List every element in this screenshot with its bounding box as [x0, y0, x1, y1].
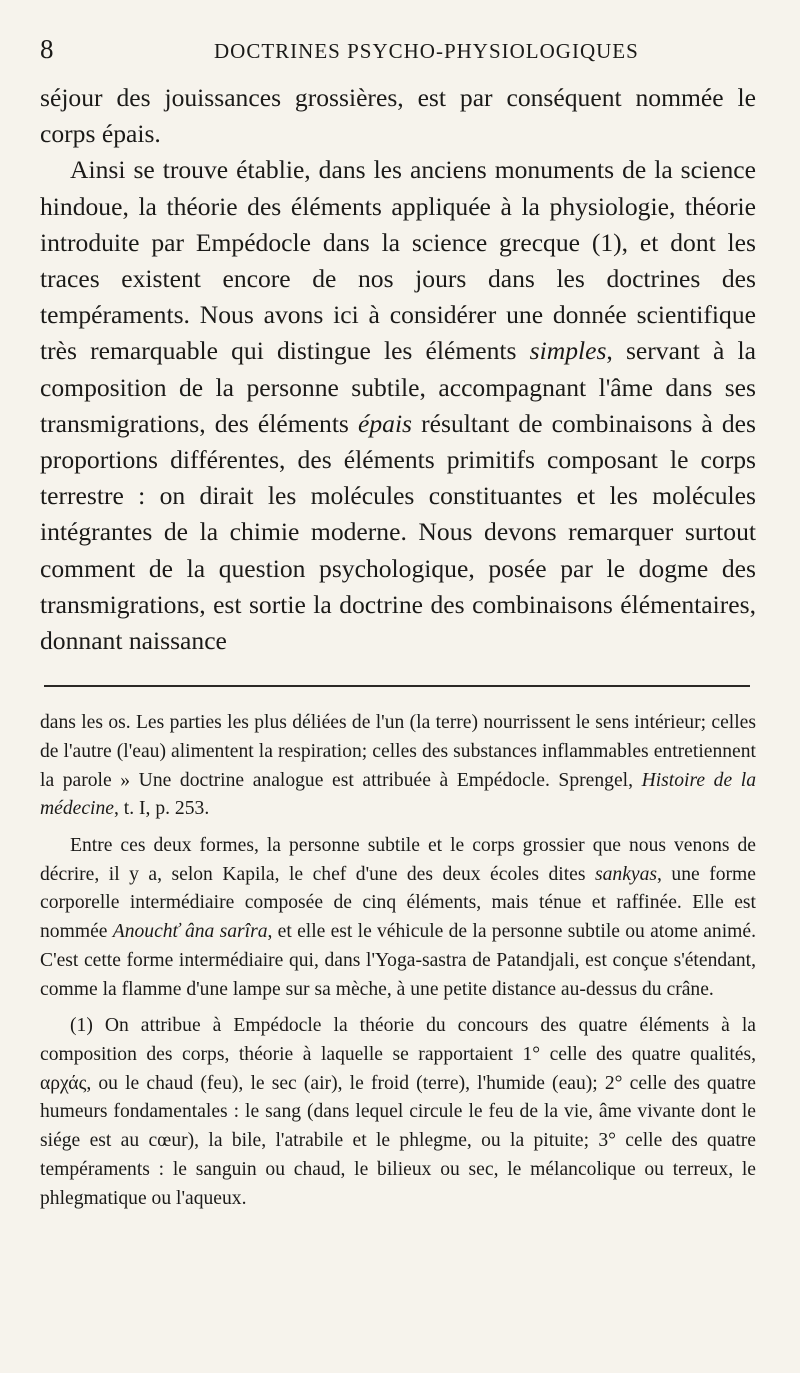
paragraph-2-part-b: , servant à la composition de la personne subtile, accompagnant l'âme dans ses transmigrations, des éléments — [40, 336, 756, 438]
paragraph-2 — [40, 152, 756, 659]
term-simples: simples — [529, 336, 607, 366]
page-header — [40, 34, 756, 80]
term-epais: épais — [357, 408, 413, 438]
running-head: DOCTRINES PSYCHO-PHYSIOLOGIQUES — [214, 39, 639, 63]
main-text — [40, 80, 756, 659]
cited-work-title: Histoire de la médecine — [40, 769, 756, 820]
term-sankyas: sankyas — [595, 863, 658, 885]
footnote-continuation-b: , t. I, p. 253. — [113, 798, 210, 820]
footnote-intermediate-form — [40, 832, 756, 1004]
paragraph-1-text: séjour des jouissances grossières, est par conséquent nommée le corps épais. — [40, 83, 756, 149]
footnotes — [40, 709, 756, 1213]
footnote-separator — [44, 685, 750, 687]
footnote-intermediate-c: , et elle est le véhicule de la personne subtile ou atome animé. C'est cette forme intermédiaire qui, dans l'Yoga-sastra de Patandjali, est conçue s'étendant, comme la flamme d'une lampe sur sa mèche, à une petite distance au-dessus du crâne. — [40, 921, 756, 1000]
page-number: 8 — [40, 34, 54, 64]
footnote-intermediate-b: , une forme corporelle intermédiaire composée de cinq éléments, mais ténue et raffinée. Elle est nommée — [40, 863, 756, 943]
footnote-continuation-a: dans les os. Les parties les plus déliées de l'un (la terre) nourrissent le sens intérieur; celles de l'autre (l'eau) alimentent la respiration; celles des substances inflammables entretiennent la parole » Une doctrine analogue est attribuée à Empédocle. Sprengel, — [40, 712, 756, 791]
footnote-1 — [40, 1012, 756, 1213]
footnote-1-text: (1) On attribue à Empédocle la théorie du concours des quatre éléments à la composition des corps, théorie à laquelle se rapportaient 1° celle des quatre qualités, αρχάς, ou le chaud (feu), le sec (air), le froid (terre), l'humide (eau); 2° celle des quatre humeurs fondamentales : le sang (dans lequel circule le feu de la vie, âme vivante dont le siége est au cœur), la bile, l'atrabile et le phlegme, ou la pituite; 3° celle des quatre tempéraments : le sanguin ou chaud, le bilieux ou sec, le mélancolique ou terreux, le phlegmatique ou l'aqueux. — [40, 1015, 756, 1209]
paragraph-2-part-c: résultant de combinaisons à des proportions différentes, des éléments primitifs composant le corps terrestre : on dirait les molécules constituantes et les molécules intégrantes de la chimie moderne. Nous devons remarquer surtout comment de la question psychologique, posée par le dogme des transmigrations, est sortie la doctrine des combinaisons élémentaires, donnant naissance — [40, 408, 756, 656]
footnote-continuation — [40, 709, 756, 824]
paragraph-2-part-a: Ainsi se trouve établie, dans les anciens monuments de la science hindoue, la théorie des éléments appliquée à la physiologie, théorie introduite par Empédocle dans la science grecque (1), et dont les traces existent encore de nos jours dans les doctrines des tempéraments. Nous avons ici à considérer une donnée scientifique très remarquable qui distingue les éléments — [40, 155, 756, 366]
footnote-intermediate-a: Entre ces deux formes, la personne subtile et le corps grossier que nous venons de décrire, il y a, selon Kapila, le chef d'une des deux écoles dites — [40, 835, 756, 885]
paragraph-1 — [40, 80, 756, 152]
term-anouchtana-sarira: Anouchť âna sarîra — [112, 921, 268, 943]
